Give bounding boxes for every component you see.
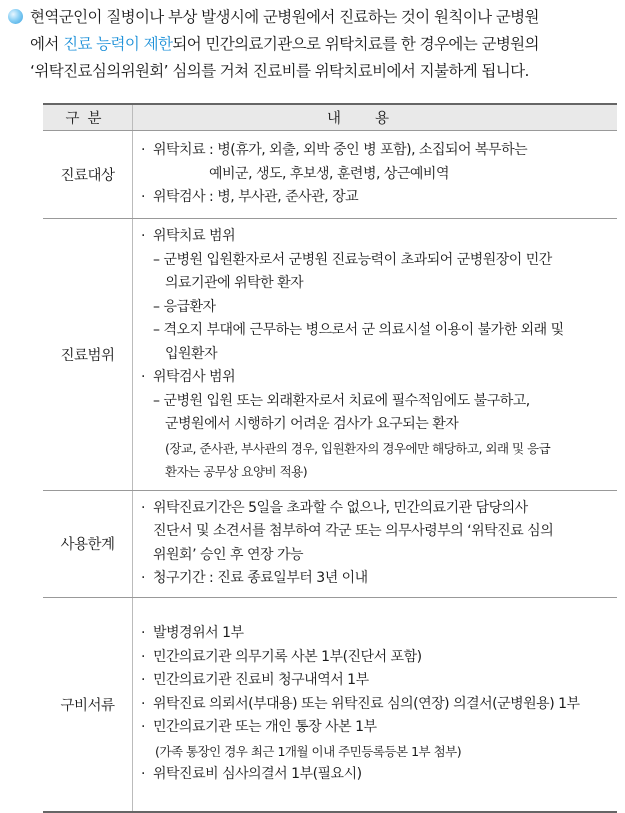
header-category: 구분 [43, 104, 133, 131]
content-line: · 청구기간 : 진료 종료일부터 3년 이내 [137, 567, 611, 591]
content-line: – 군병원 입원 또는 외래환자로서 치료에 필수적임에도 불구하고, [153, 392, 530, 409]
content-line: – 격오지 부대에 근무하는 병으로서 군 의료시설 이용이 불가한 외래 및 [153, 322, 564, 338]
content-line: · 위탁검사 : 병, 부사관, 준사관, 장교 [137, 186, 611, 210]
content-line: · 위탁진료 의뢰서(부대용) 또는 위탁진료 심의(연장) 의결서(군병원용) 1부 [137, 693, 611, 717]
intro-highlight: 진료 능력이 제한 [63, 35, 173, 53]
bullet-circle-icon [8, 9, 23, 24]
content-line: (장교, 준사관, 부사관의 경우, 입원환자의 경우에만 해당하고, 외래 및 응급 [165, 440, 551, 456]
content-line: · 민간의료기관 진료비 청구내역서 1부 [137, 669, 611, 693]
content-line: · 민간의료기관 의무기록 사본 1부(진단서 포함) [137, 646, 611, 670]
content-line: · 위탁치료 : 병(휴가, 외출, 외박 중인 병 포함), 소집되어 복무하는 [137, 139, 611, 163]
row-content [133, 219, 618, 491]
table-body [43, 131, 617, 813]
intro-line-1: 현역군인이 질병이나 부상 발생시에 군병원에서 진료하는 것이 원칙이나 군병원 [30, 8, 539, 26]
content-line: · 발병경위서 1부 [137, 622, 611, 646]
content-line: (가족 통장인 경우 최근 1개월 이내 주민등록등본 1부 첨부) [155, 743, 462, 759]
content-line: – 군병원 입원환자로서 군병원 진료능력이 초과되어 군병원장이 민간 [153, 251, 552, 268]
row-category: 진료대상 [43, 131, 133, 219]
row-content [133, 131, 618, 219]
content-line: 위원회’ 승인 후 연장 가능 [153, 546, 303, 563]
row-content [133, 490, 618, 597]
content-line: 의료기관에 위탁한 환자 [165, 275, 304, 291]
row-category: 진료범위 [43, 219, 133, 491]
table-row [43, 131, 617, 219]
table-row [43, 597, 617, 812]
content-line: · 민간의료기관 또는 개인 통장 사본 1부 [137, 716, 611, 740]
content-line: · 위탁검사 범위 [137, 366, 611, 390]
content-line: 진단서 및 소견서를 첨부하여 각군 또는 의무사령부의 ‘위탁진료 심의 [153, 523, 554, 539]
content-line: 예비군, 생도, 후보생, 훈련병, 상근예비역 [209, 165, 449, 182]
content-line: 군병원에서 시행하기 어려운 검사가 요구되는 환자 [165, 416, 459, 432]
medical-info-table [43, 103, 617, 813]
intro-line-3: ‘위탁진료심의위원회’ 심의를 거쳐 진료비를 위탁치료비에서 지불하게 됩니다. [30, 62, 529, 80]
header-content: 내용 [133, 104, 618, 131]
intro-paragraph [30, 4, 618, 85]
table-row [43, 490, 617, 597]
content-line: – 응급환자 [153, 298, 216, 315]
table-row [43, 219, 617, 491]
table-header-row [43, 104, 617, 131]
intro-line-2 [30, 31, 618, 58]
intro-line-2-post: 되어 민간의료기관으로 위탁치료를 한 경우에는 군병원의 [172, 35, 539, 53]
row-category: 사용한계 [43, 490, 133, 597]
content-line: 환자는 공무상 요양비 적용) [165, 464, 308, 479]
row-category: 구비서류 [43, 597, 133, 812]
content-line: 입원환자 [165, 345, 218, 362]
intro-line-2-pre: 에서 [30, 35, 64, 53]
content-line: · 위탁진료기간은 5일을 초과할 수 없으나, 민간의료기관 담당의사 [137, 497, 611, 521]
row-content [133, 597, 618, 812]
content-line: · 위탁치료 범위 [137, 225, 611, 249]
content-line: · 위탁진료비 심사의결서 1부(필요시) [137, 763, 611, 787]
